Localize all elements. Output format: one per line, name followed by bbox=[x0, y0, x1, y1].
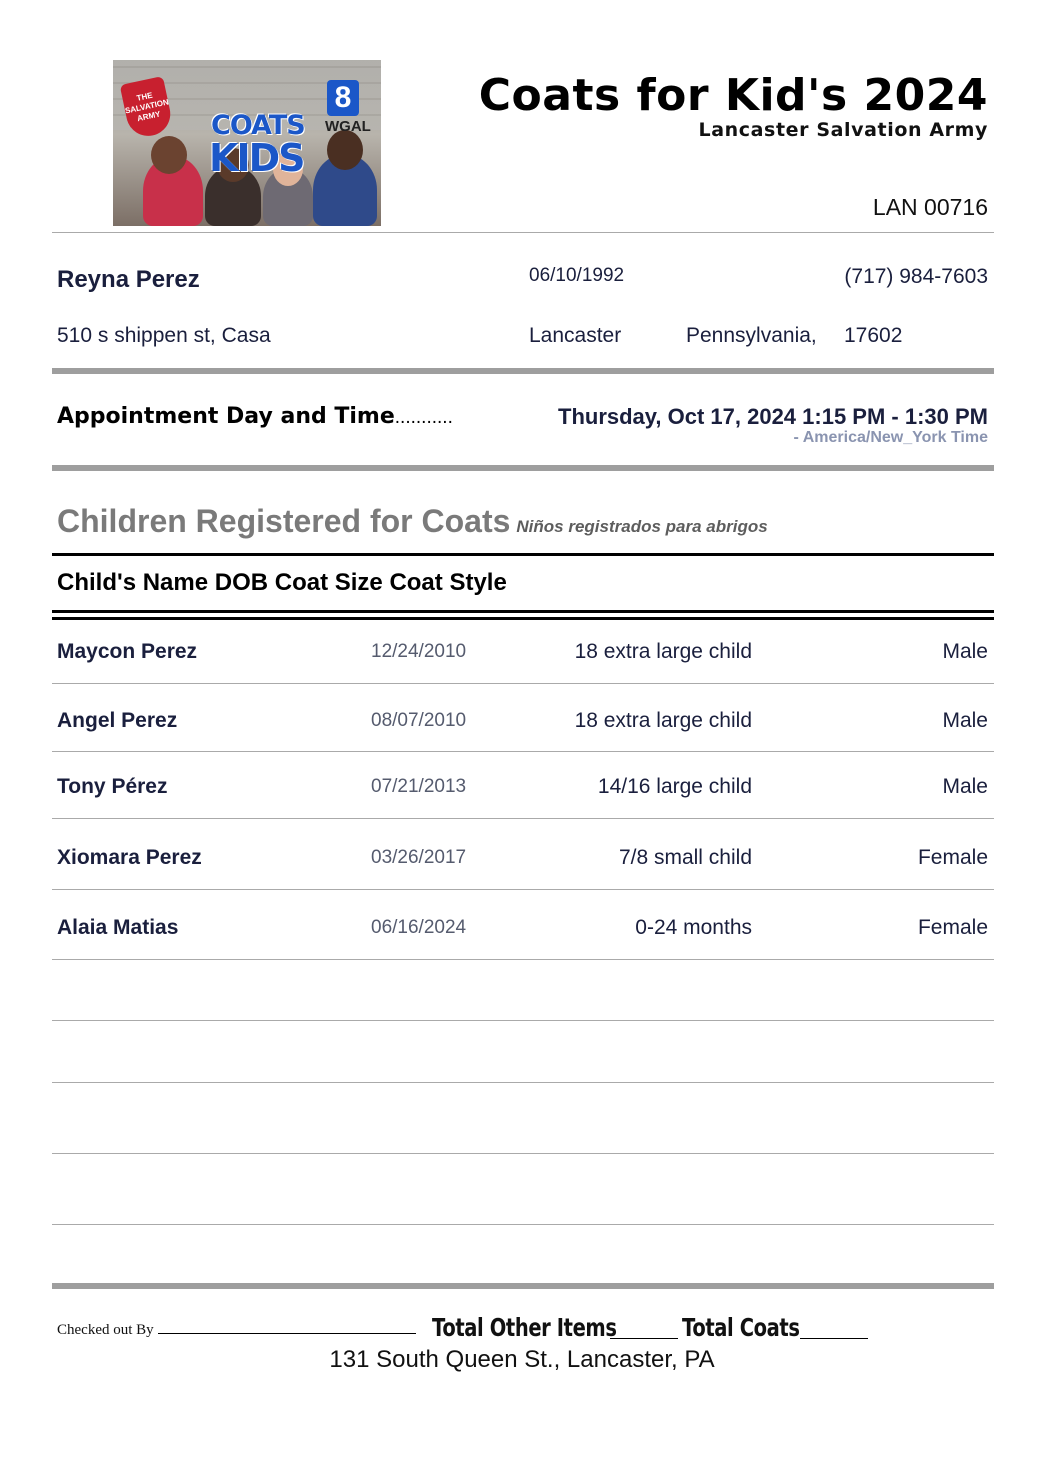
wgal-wordmark: WGAL bbox=[325, 118, 371, 135]
header-divider bbox=[52, 232, 994, 233]
child-coat-size: 0-24 months bbox=[635, 916, 752, 939]
child-name: Xiomara Perez bbox=[57, 846, 202, 869]
footer-divider bbox=[52, 1283, 994, 1289]
total-coats-blank bbox=[800, 1337, 868, 1339]
table-row bbox=[52, 819, 994, 887]
channel-8-icon: 8 bbox=[327, 80, 359, 116]
appointment-dots: ........... bbox=[394, 407, 453, 428]
logo-word-kids: KIDS bbox=[209, 136, 304, 180]
address-street: 510 s shippen st, Casa bbox=[57, 324, 271, 347]
table-row bbox=[52, 752, 994, 820]
child-dob: 03/26/2017 bbox=[371, 847, 467, 868]
appointment-divider bbox=[52, 465, 994, 471]
checked-out-by bbox=[57, 1322, 416, 1339]
parent-name: Reyna Perez bbox=[57, 266, 200, 293]
page-subtitle: Lancaster Salvation Army bbox=[698, 119, 988, 141]
section-rule-top bbox=[52, 553, 994, 556]
child-dob: 06/16/2024 bbox=[371, 917, 467, 938]
child-coat-size: 18 extra large child bbox=[574, 709, 752, 732]
children-section-title-es: Niños registrados para abrigos bbox=[516, 517, 768, 536]
child-name: Angel Perez bbox=[57, 709, 178, 732]
child-coat-style: Male bbox=[942, 775, 988, 798]
checked-out-by-signature-line bbox=[158, 1322, 416, 1334]
table-column-header: Child's Name DOB Coat Size Coat Style bbox=[57, 569, 507, 596]
person-divider bbox=[52, 368, 994, 374]
appointment-label-text: Appointment Day and Time bbox=[57, 404, 395, 429]
child-coat-style: Male bbox=[942, 709, 988, 732]
empty-row-divider bbox=[52, 1082, 994, 1083]
address-state: Pennsylvania, bbox=[686, 324, 817, 347]
child-name: Alaia Matias bbox=[57, 916, 179, 939]
parent-dob: 06/10/1992 bbox=[529, 265, 625, 286]
table-row bbox=[52, 890, 994, 958]
total-coats-label: Total Coats bbox=[682, 1313, 800, 1342]
child-coat-style: Female bbox=[917, 846, 988, 869]
total-other-items-label: Total Other Items bbox=[432, 1313, 617, 1342]
child-dob: 08/07/2010 bbox=[371, 710, 467, 731]
children-section-title bbox=[57, 503, 768, 540]
address-city: Lancaster bbox=[529, 324, 622, 347]
parent-phone: (717) 984-7603 bbox=[844, 265, 988, 288]
record-id: LAN 00716 bbox=[872, 194, 988, 220]
logo-child-face bbox=[327, 130, 363, 170]
child-dob: 12/24/2010 bbox=[371, 641, 467, 662]
row-divider bbox=[52, 959, 994, 960]
logo-child-face bbox=[151, 136, 187, 174]
child-coat-size: 18 extra large child bbox=[574, 640, 752, 663]
checked-out-by-label: Checked out By bbox=[57, 1322, 154, 1338]
child-name: Tony Pérez bbox=[57, 775, 168, 798]
salvation-army-shield-icon: THE SALVATION ARMY bbox=[120, 76, 175, 140]
empty-row-divider bbox=[52, 1153, 994, 1154]
table-row bbox=[52, 684, 994, 752]
children-section-title-en: Children Registered for Coats bbox=[57, 503, 511, 539]
footer-address: 131 South Queen St., Lancaster, PA bbox=[329, 1346, 715, 1373]
child-name: Maycon Perez bbox=[57, 640, 198, 663]
address-zip: 17602 bbox=[844, 324, 903, 347]
page-title: Coats for Kid's 2024 bbox=[478, 70, 988, 121]
logo-word-coats: COATS bbox=[211, 110, 305, 141]
child-dob: 07/21/2013 bbox=[371, 776, 467, 797]
empty-row-divider bbox=[52, 1224, 994, 1225]
child-coat-style: Male bbox=[942, 640, 988, 663]
empty-row-divider bbox=[52, 1020, 994, 1021]
total-other-items-blank bbox=[610, 1337, 678, 1339]
appointment-label bbox=[57, 404, 453, 429]
child-coat-size: 7/8 small child bbox=[618, 846, 752, 869]
appointment-datetime: Thursday, Oct 17, 2024 1:15 PM - 1:30 PM bbox=[558, 404, 988, 429]
header-rule-double-1 bbox=[52, 610, 994, 613]
appointment-timezone: - America/New_York Time bbox=[793, 429, 988, 446]
child-coat-size: 14/16 large child bbox=[597, 775, 752, 798]
child-coat-style: Female bbox=[917, 916, 988, 939]
table-row bbox=[52, 620, 994, 688]
coats-for-kids-logo bbox=[113, 60, 381, 226]
